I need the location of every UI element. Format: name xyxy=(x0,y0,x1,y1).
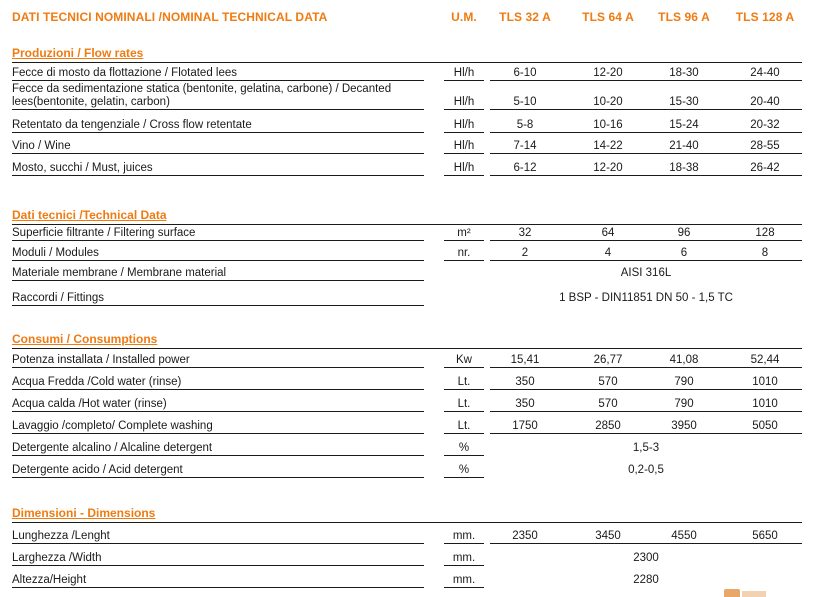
section-title-flow-rates: Produzioni / Flow rates xyxy=(12,46,802,63)
row-value: 790 xyxy=(674,376,694,388)
row-unit: Lt. xyxy=(457,420,471,432)
brand-logo-fragment xyxy=(742,591,766,597)
brand-logo-fragment xyxy=(724,589,740,597)
row-label: Mosto, succhi / Must, juices xyxy=(12,162,153,174)
row-value: 1010 xyxy=(752,376,778,388)
row-label: Detergente acido / Acid detergent xyxy=(12,464,183,476)
table-row xyxy=(12,572,802,588)
row-value: 26,77 xyxy=(593,354,623,366)
row-value: 28-55 xyxy=(750,140,780,152)
row-value: 570 xyxy=(598,398,618,410)
table-row xyxy=(12,83,802,110)
row-value: 10-16 xyxy=(593,119,623,131)
row-label: Fecce da sedimentazione statica (bentonite, gelatina, carbone) / Decanted lees(bentonite, gelatin, carbon) xyxy=(12,83,392,108)
row-value: 1750 xyxy=(512,420,538,432)
row-value: 41,08 xyxy=(669,354,699,366)
model-header-1: TLS 32 A xyxy=(499,10,551,24)
row-label: Detergente alcalino / Alcaline detergent xyxy=(12,442,213,454)
row-value: 6-10 xyxy=(513,67,537,79)
row-label: Vino / Wine xyxy=(12,140,71,152)
table-row xyxy=(12,225,802,241)
row-unit: Hl/h xyxy=(453,119,475,131)
row-unit: Hl/h xyxy=(453,140,475,152)
table-row xyxy=(12,160,802,176)
row-label: Lunghezza /Lenght xyxy=(12,530,110,542)
table-row xyxy=(12,117,802,133)
row-value: 350 xyxy=(515,398,535,410)
row-label: Larghezza /Width xyxy=(12,552,102,564)
table-row xyxy=(12,138,802,154)
table-title: DATI TECNICI NOMINALI /NOMINAL TECHNICAL DATA xyxy=(12,10,328,24)
row-value: 15-24 xyxy=(669,119,699,131)
model-header-3: TLS 96 A xyxy=(658,10,710,24)
row-value: 2 xyxy=(521,247,529,259)
row-value: 5050 xyxy=(752,420,778,432)
row-value: 1010 xyxy=(752,398,778,410)
row-value: 570 xyxy=(598,376,618,388)
row-value: 12-20 xyxy=(593,67,623,79)
row-value-span: AISI 316L xyxy=(620,267,672,279)
row-unit: Hl/h xyxy=(453,67,475,79)
table-row xyxy=(12,290,802,306)
row-value-span: 2280 xyxy=(633,574,659,586)
row-value: 790 xyxy=(674,398,694,410)
row-value: 6 xyxy=(680,247,688,259)
row-unit: Kw xyxy=(456,354,472,366)
row-value: 64 xyxy=(601,227,615,239)
table-header xyxy=(12,10,802,28)
row-value: 2850 xyxy=(595,420,621,432)
row-unit: Lt. xyxy=(457,376,471,388)
row-label: Potenza installata / Installed power xyxy=(12,354,190,366)
row-value: 26-42 xyxy=(750,162,780,174)
row-value-span: 1 BSP - DIN11851 DN 50 - 1,5 TC xyxy=(559,292,733,304)
section-title-dimensions: Dimensioni - Dimensions xyxy=(12,506,802,523)
model-header-2: TLS 64 A xyxy=(582,10,634,24)
row-label: Fecce di mosto da flottazione / Flotated lees xyxy=(12,67,238,79)
table-row xyxy=(12,528,802,544)
row-value: 12-20 xyxy=(593,162,623,174)
row-value: 128 xyxy=(755,227,775,239)
row-label: Superficie filtrante / Filtering surface xyxy=(12,227,196,239)
row-label: Moduli / Modules xyxy=(12,247,99,259)
row-label: Acqua Fredda /Cold water (rinse) xyxy=(12,376,182,388)
table-row xyxy=(12,550,802,566)
row-unit: m² xyxy=(457,227,471,239)
row-value: 6-12 xyxy=(513,162,537,174)
table-row xyxy=(12,418,802,434)
row-value: 10-20 xyxy=(593,96,623,108)
row-unit: Hl/h xyxy=(453,96,475,108)
row-value: 32 xyxy=(518,227,532,239)
row-unit: nr. xyxy=(457,247,471,259)
table-row xyxy=(12,374,802,390)
row-value: 4 xyxy=(604,247,612,259)
table-row xyxy=(12,265,802,281)
row-value: 15-30 xyxy=(669,96,699,108)
row-value: 350 xyxy=(515,376,535,388)
row-unit: mm. xyxy=(452,552,476,564)
row-value: 24-40 xyxy=(750,67,780,79)
row-value-span: 2300 xyxy=(633,552,659,564)
row-label: Materiale membrane / Membrane material xyxy=(12,267,227,279)
row-value: 8 xyxy=(761,247,769,259)
um-header: U.M. xyxy=(451,10,477,24)
row-label: Acqua calda /Hot water (rinse) xyxy=(12,398,167,410)
row-value: 14-22 xyxy=(593,140,623,152)
table-row xyxy=(12,63,802,81)
row-unit: Hl/h xyxy=(453,162,475,174)
row-value: 7-14 xyxy=(513,140,537,152)
row-value: 96 xyxy=(677,227,691,239)
row-unit: % xyxy=(458,442,470,454)
section-title-consumptions: Consumi / Consumptions xyxy=(12,332,802,349)
row-value: 3450 xyxy=(595,530,621,542)
row-value: 2350 xyxy=(512,530,538,542)
section-title-technical-data: Dati tecnici /Technical Data xyxy=(12,208,802,225)
model-header-4: TLS 128 A xyxy=(735,10,795,24)
table-row xyxy=(12,245,802,261)
row-label: Altezza/Height xyxy=(12,574,87,586)
row-value: 5-8 xyxy=(516,119,534,131)
row-value: 21-40 xyxy=(669,140,699,152)
row-value: 3950 xyxy=(671,420,697,432)
row-value: 20-32 xyxy=(750,119,780,131)
row-value: 52,44 xyxy=(750,354,780,366)
table-row xyxy=(12,352,802,368)
row-value-span: 1,5-3 xyxy=(632,442,660,454)
table-row xyxy=(12,440,802,456)
table-row xyxy=(12,396,802,412)
row-value: 18-30 xyxy=(669,67,699,79)
row-value: 5-10 xyxy=(513,96,537,108)
table-row xyxy=(12,462,802,478)
row-value: 20-40 xyxy=(750,96,780,108)
row-value: 18-38 xyxy=(669,162,699,174)
row-value-span: 0,2-0,5 xyxy=(628,464,664,476)
row-unit: mm. xyxy=(452,574,476,586)
row-label: Raccordi / Fittings xyxy=(12,292,105,304)
row-value: 4550 xyxy=(671,530,697,542)
row-label: Retentato da tengenziale / Cross flow retentate xyxy=(12,119,252,131)
row-unit: Lt. xyxy=(457,398,471,410)
row-value: 5650 xyxy=(752,530,778,542)
row-unit: % xyxy=(458,464,470,476)
row-unit: mm. xyxy=(452,530,476,542)
row-label: Lavaggio /completo/ Complete washing xyxy=(12,420,213,432)
row-value: 15,41 xyxy=(510,354,540,366)
